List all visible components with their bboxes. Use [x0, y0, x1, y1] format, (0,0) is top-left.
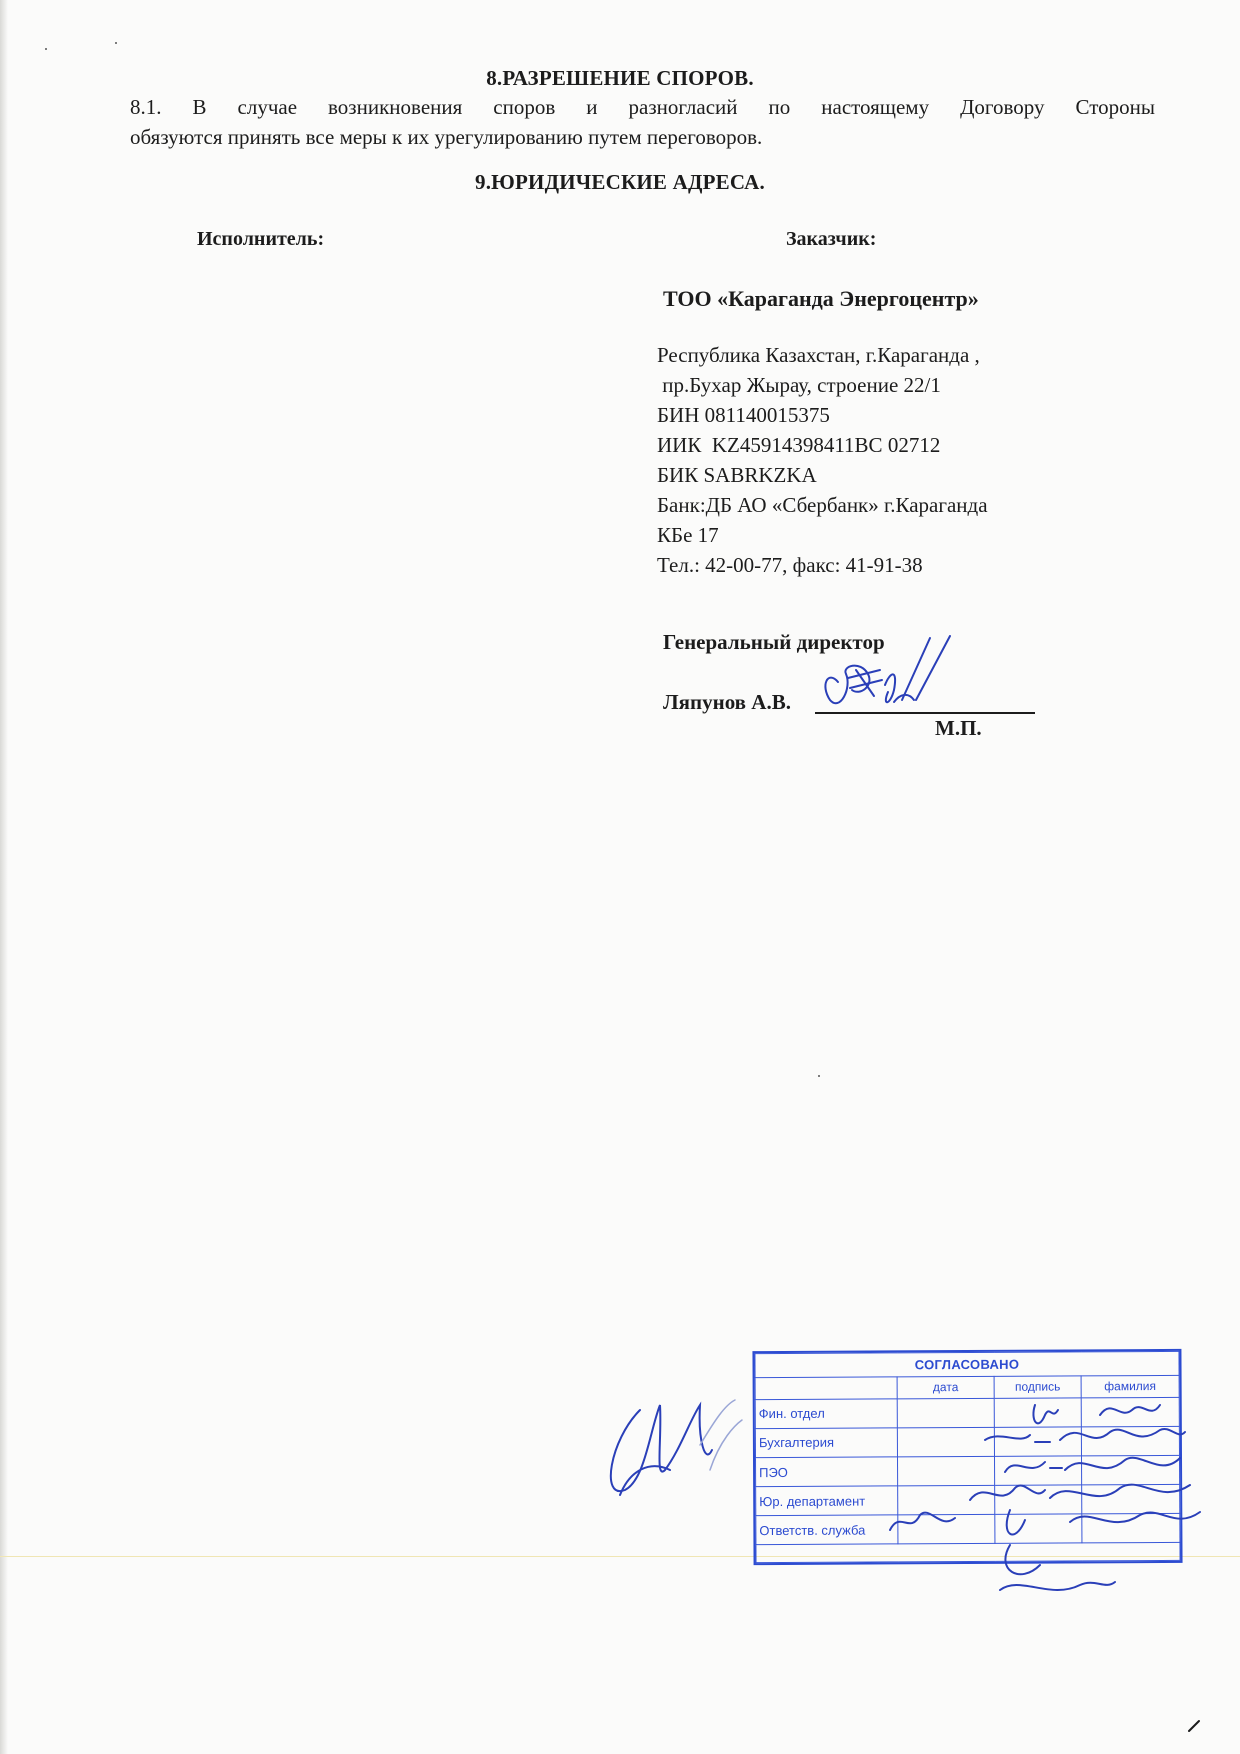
- section-8-title: 8.РАЗРЕШЕНИЕ СПОРОВ.: [486, 66, 754, 90]
- stamp-cell: [995, 1485, 1082, 1515]
- customer-label: Заказчик:: [786, 228, 877, 250]
- stamp-dept: Юр. департамент: [756, 1486, 898, 1516]
- paragraph-line: обязуются принять все меры к их урегулированию путем переговоров.: [130, 125, 763, 149]
- section-8-paragraph: [130, 92, 1155, 152]
- paragraph-line: 8.1. В случае возникновения споров и разногласий по настоящему Договору Стороны: [130, 95, 1155, 119]
- stamp-row: [756, 1514, 1180, 1545]
- address-line: БИН 081140015375: [657, 403, 830, 427]
- stamp-row: [756, 1484, 1180, 1515]
- stamp-header-date: дата: [897, 1376, 994, 1398]
- stamp-cell: [1082, 1514, 1180, 1544]
- address-line: пр.Бухар Жырау, строение 22/1: [657, 373, 941, 397]
- signatory-title: Генеральный директор: [663, 630, 885, 654]
- stamp-cell: [1081, 1455, 1179, 1485]
- stamp-header-surname: фамилия: [1081, 1375, 1179, 1397]
- stamp-row: [756, 1455, 1180, 1486]
- pen-mark: [1185, 1715, 1205, 1735]
- executor-label: Исполнитель:: [197, 228, 325, 250]
- stamp-row: [755, 1426, 1179, 1457]
- stamp-row: [755, 1397, 1179, 1428]
- stamp-dept: Ответств. служба: [756, 1515, 898, 1545]
- stamp-cell: [994, 1456, 1081, 1486]
- stamp-footer: [756, 1543, 1180, 1563]
- address-line: Банк:ДБ АО «Сбербанк» г.Караганда: [657, 493, 988, 517]
- stamp-cell: [897, 1398, 994, 1428]
- stamp-dept: Бухгалтерия: [755, 1428, 897, 1458]
- approval-stamp: [752, 1349, 1182, 1565]
- scan-speck: [115, 42, 117, 44]
- stamp-dept: Фин. отдел: [755, 1399, 897, 1429]
- scan-edge-shadow: [0, 0, 8, 1754]
- seal-place-label: М.П.: [935, 716, 982, 740]
- stamp-cell: [898, 1485, 995, 1515]
- customer-org-name: ТОО «Караганда Энергоцентр»: [663, 286, 979, 311]
- stamp-cell: [994, 1398, 1081, 1428]
- stamp-cell: [994, 1427, 1081, 1457]
- scan-speck: [818, 1075, 820, 1077]
- address-line: БИК SABRKZKA: [657, 463, 817, 487]
- stamp-dept: ПЭО: [756, 1457, 898, 1487]
- address-line: ИИК KZ45914398411BC 02712: [657, 433, 941, 457]
- stamp-cell: [897, 1427, 994, 1457]
- stamp-cell: [1081, 1397, 1179, 1427]
- scan-speck: [45, 48, 47, 50]
- stamp-cell: [995, 1514, 1082, 1544]
- director-signature: [790, 630, 980, 730]
- stamp-cell: [1081, 1426, 1179, 1456]
- signatory-name: Ляпунов А.В.: [663, 690, 791, 714]
- stamp-cell: [1082, 1484, 1180, 1514]
- customer-address-block: [657, 340, 988, 580]
- address-line: Республика Казахстан, г.Караганда ,: [657, 343, 980, 367]
- approval-table: [754, 1351, 1180, 1563]
- address-line: КБе 17: [657, 523, 719, 547]
- stamp-title: СОГЛАСОВАНО: [755, 1351, 1179, 1377]
- stamp-header-empty: [755, 1377, 897, 1400]
- stamp-cell: [898, 1515, 995, 1545]
- address-line: Тел.: 42-00-77, факс: 41-91-38: [657, 553, 923, 577]
- stamp-cell: [897, 1456, 994, 1486]
- stamp-header-signature: подпись: [994, 1376, 1081, 1398]
- section-9-title: 9.ЮРИДИЧЕСКИЕ АДРЕСА.: [475, 170, 765, 194]
